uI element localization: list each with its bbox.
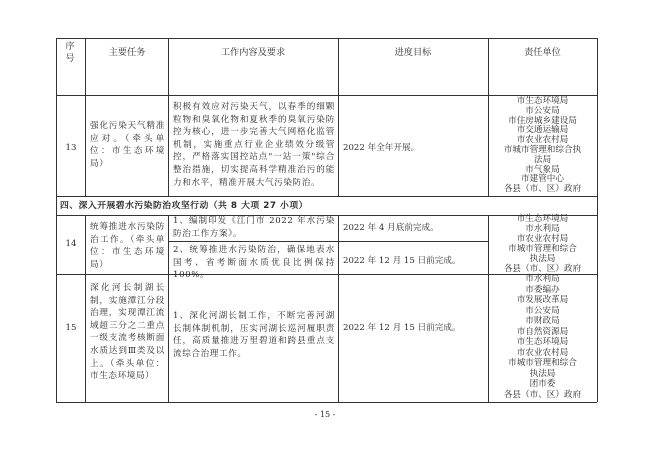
- row-14-units: [490, 214, 595, 274]
- row-15-units: [490, 274, 595, 400]
- header-goal: 进度目标: [394, 47, 432, 58]
- row-15-index: 15: [65, 323, 77, 333]
- column-divider: [338, 215, 339, 402]
- table-border-right: [597, 38, 598, 402]
- row-13-index: 13: [65, 143, 77, 153]
- unit-name: 市发展改革局: [516, 295, 569, 305]
- unit-name: 市生态环境局: [516, 96, 569, 106]
- row-divider: [56, 196, 597, 197]
- row-14-goal-2: 2022 年 12 月 15 日前完成。: [343, 256, 461, 266]
- column-divider: [168, 38, 169, 196]
- unit-name: 市生态环境局: [516, 337, 569, 347]
- header-units: 责任单位: [524, 47, 561, 58]
- unit-name: 市城市管理和综合: [508, 358, 577, 368]
- table-border-bottom: [56, 402, 597, 403]
- row-divider: [168, 241, 488, 242]
- unit-name: 各县（市、区）政府: [503, 184, 582, 195]
- unit-name: 市财政局: [525, 316, 560, 326]
- row-14-index: 14: [65, 239, 77, 249]
- unit-name: 市气象局: [525, 164, 560, 175]
- unit-name: 市公安局: [525, 305, 560, 316]
- unit-name: 执法局: [529, 368, 556, 379]
- column-divider: [338, 38, 339, 196]
- unit-name: 市农业农村局: [516, 135, 569, 146]
- row-15-content: 1、深化河湖长制工作，不断完善河湖长制体制机制，压实河湖长巡河履职责任，高质量推进万里碧道和跨县重点支流综合治理工作。: [173, 311, 335, 359]
- unit-name: 市水利局: [525, 224, 560, 234]
- header-content: 工作内容及要求: [220, 47, 286, 58]
- row-13-goal: 2022 年全年开展。: [343, 143, 420, 153]
- table-border-top: [56, 38, 597, 39]
- unit-name: 团市委: [529, 379, 556, 389]
- column-divider: [85, 38, 86, 196]
- column-divider: [168, 215, 169, 402]
- unit-name: 市城市管理和综合执: [503, 144, 582, 155]
- unit-name: 市水利局: [525, 274, 560, 284]
- row-divider: [56, 95, 597, 96]
- table-border-left: [56, 38, 57, 402]
- unit-name: 市住房城乡建设局: [508, 115, 577, 126]
- unit-name: 市建管中心: [521, 174, 564, 185]
- unit-name: 各县（市、区）政府: [503, 389, 582, 400]
- unit-name: 市农业农村局: [516, 234, 569, 244]
- column-divider: [488, 215, 489, 402]
- row-15-goal: 2022 年 12 月 15 日前完成。: [343, 323, 461, 333]
- column-divider: [488, 38, 489, 196]
- unit-name: 市交通运输局: [516, 125, 569, 136]
- unit-name: 法局: [533, 154, 552, 165]
- row-13-units: [490, 97, 595, 195]
- row-14-content-1: 1、编制印发《江门市 2022 年水污染防治工作方案》。: [173, 216, 335, 239]
- unit-name: 市城市管理和综合: [508, 244, 577, 254]
- row-14-goal-1: 2022 年 4 月底前完成。: [343, 223, 439, 233]
- unit-name: 执法局: [529, 254, 556, 264]
- row-13-task: 强化污染天气精准应对。（牵头单位：市生态环境局）: [90, 121, 165, 169]
- header-index: 序号: [65, 41, 75, 64]
- header-task: 主要任务: [108, 47, 146, 58]
- column-divider: [85, 215, 86, 402]
- row-13-content: 积极有效应对污染天气，以春季的细颗粒物和臭氧化物和夏秋季的臭氧污染防控为核心，进一步完善大气网格化监管机制，实施重点行业企业绩效分级管控，严格落实国控站点"一站一策"综合整治措施，切实提高科学精准治污的能力和水平，精准开展大气污染防治。: [173, 102, 335, 188]
- row-14-content-2: 2、统筹推进水污染防治，确保地表水国考、省考断面水质优良比例保持 100%。: [173, 245, 335, 281]
- unit-name: 市公安局: [525, 105, 560, 116]
- page-number: - 15 -: [314, 410, 336, 419]
- section-title: 四、深入开展碧水污染防治攻坚行动（共 8 大项 27 小项）: [60, 201, 308, 211]
- unit-name: 市农业农村局: [516, 347, 569, 358]
- unit-name: 市生态环境局: [516, 214, 569, 224]
- unit-name: 市自然资源局: [516, 326, 569, 337]
- unit-name: 各县（市、区）政府: [503, 264, 582, 274]
- unit-name: 市委编办: [525, 284, 560, 295]
- row-14-task: 统筹推进水污染防治工作。（牵头单位：市生态环境局）: [90, 222, 165, 270]
- row-15-task: 深化河长制湖长制，实施潭江分段治理，实现潭江流域超三分之二重点一级支流考核断面水质达到Ⅲ类及以上。（牵头单位：市生态环境局）: [90, 283, 165, 382]
